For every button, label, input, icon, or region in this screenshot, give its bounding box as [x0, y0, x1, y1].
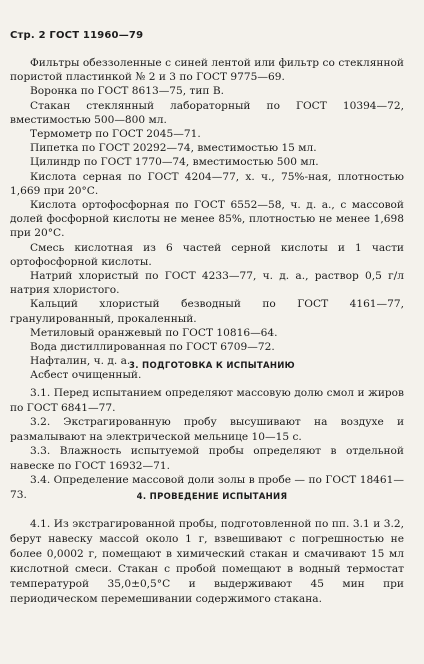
paragraph: 3.3. Влажность испытуемой пробы определяют в отдельной навеске по ГОСТ 16932—71.: [10, 445, 404, 472]
materials-list: [10, 56, 404, 383]
material-item: Асбест очищенный.: [30, 369, 142, 382]
material-item: Метиловый оранжевый по ГОСТ 10816—64.: [30, 326, 278, 339]
paragraph: 3.2. Экстрагированную пробу высушивают на воздухе и размалывают на электрической мельнице 10—15 с.: [10, 416, 404, 443]
paragraph: 4.1. Из экстрагированной пробы, подготовленной по пп. 3.1 и 3.2, берут навеску массой около 1 г, взвешивают с погрешностью не более 0,0002 г, помещают в химический стакан и смачивают 15 мл кислотной смеси. Стакан с пробой помещают в водный термостат температурой 35,0±0,5°С и выдерживают 45 мин при периодическом перемешивании содержимого стакана.: [10, 518, 404, 605]
section-3-body: [10, 386, 404, 502]
material-item: Воронка по ГОСТ 8613—75, тип В.: [30, 85, 225, 98]
material-item: Стакан стеклянный лабораторный по ГОСТ 10394—72, вместимостью 500—800 мл.: [10, 99, 404, 126]
section-3-heading: 3. ПОДГОТОВКА К ИСПЫТАНИЮ: [129, 361, 295, 371]
material-item: Смесь кислотная из 6 частей серной кислоты и 1 части ортофосфорной кислоты.: [10, 241, 404, 268]
section-4-body: [10, 517, 404, 607]
paragraph: 3.4. Определение массовой доли золы в пробе — по ГОСТ 18461—73.: [10, 474, 404, 501]
page-header: Стр. 2 ГОСТ 11960—79: [10, 30, 144, 41]
material-item: Нафталин, ч. д. а.: [30, 355, 131, 368]
material-item: Вода дистиллированная по ГОСТ 6709—72.: [30, 341, 275, 354]
material-item: Кислота серная по ГОСТ 4204—77, х. ч., 75%-ная, плотностью 1,669 при 20°С.: [10, 170, 404, 197]
material-item: Термометр по ГОСТ 2045—71.: [30, 128, 201, 141]
material-item: Натрий хлористый по ГОСТ 4233—77, ч. д. а., раствор 0,5 г/л натрия хлористого.: [10, 270, 404, 297]
material-item: Фильтры обеззоленные с синей лентой или фильтр со стеклянной пористой пластинкой № 2 и 3 по ГОСТ 9775—69.: [10, 57, 404, 84]
paragraph: 3.1. Перед испытанием определяют массовую долю смол и жиров по ГОСТ 6841—77.: [10, 387, 404, 414]
material-item: Цилиндр по ГОСТ 1770—74, вместимостью 500 мл.: [30, 156, 319, 169]
section-4-heading: 4. ПРОВЕДЕНИЕ ИСПЫТАНИЯ: [136, 492, 288, 502]
material-item: Пипетка по ГОСТ 20292—74, вместимостью 15 мл.: [30, 142, 317, 155]
material-item: Кислота ортофосфорная по ГОСТ 6552—58, ч. д. а., с массовой долей фосфорной кислоты не менее 85%, плотностью не менее 1,698 при 20°С.: [10, 199, 404, 240]
material-item: Кальций хлористый безводный по ГОСТ 4161—77, гранулированный, прокаленный.: [10, 298, 404, 325]
